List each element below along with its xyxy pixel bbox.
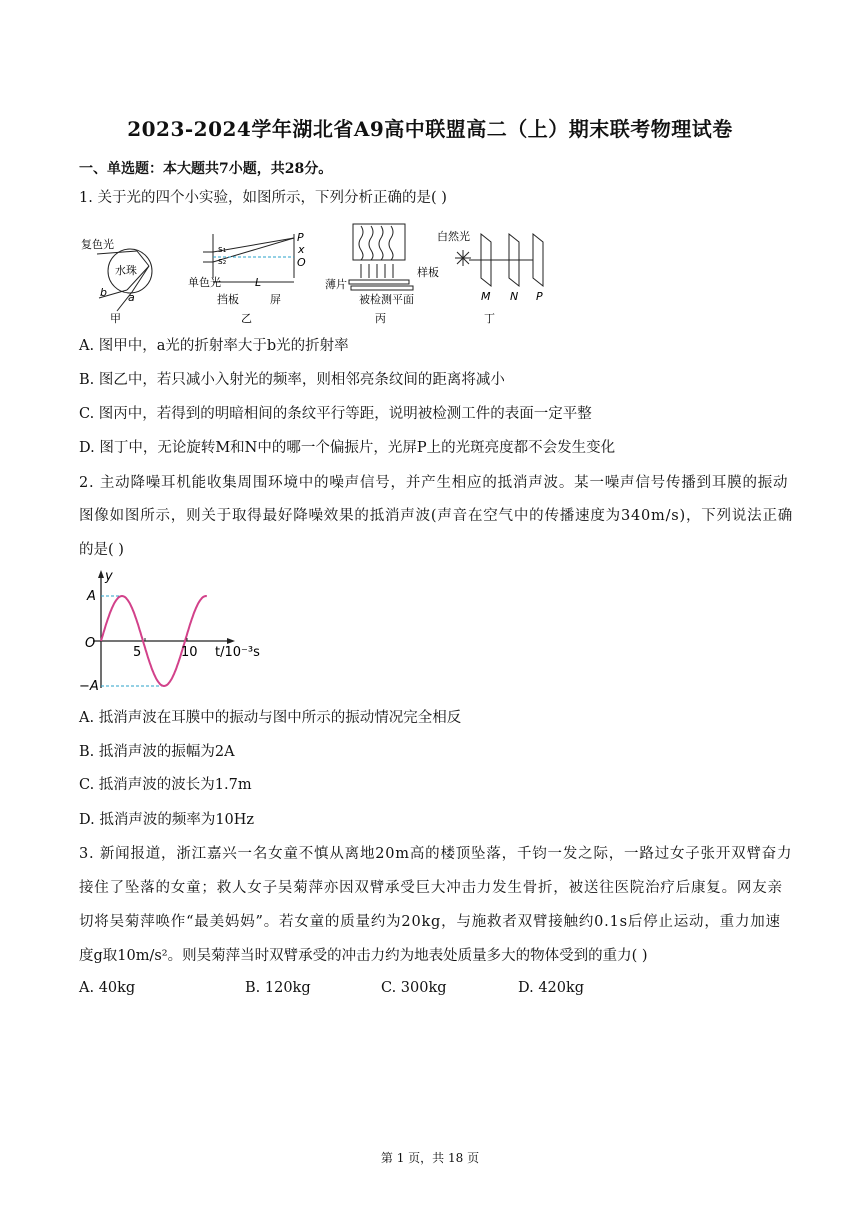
bing-caption: 丙: [375, 312, 386, 325]
q3-line-4: 度g取10m/s²。则吴菊萍当时双臂承受的冲击力约为地表处质量多大的物体受到的重力( ): [79, 948, 648, 964]
axis-t-label: t/10⁻³s: [215, 645, 260, 660]
jia-caption: 甲: [110, 312, 121, 325]
tick-5: 5: [133, 645, 142, 660]
q3-line-3: 切将吴菊萍唤作“最美妈妈”。若女童的质量约为20kg，与施救者双臂接触约0.1s后停止运动，重力加速: [79, 914, 781, 930]
q2-option-d: D. 抵消声波的频率为10Hz: [79, 812, 255, 828]
yi-label-3: 屏: [270, 293, 281, 306]
ding-N: N: [510, 290, 519, 303]
q2-stem-line-2: 图像如图所示，则关于取得最好降噪效果的抵消声波(声音在空气中的传播速度为340m/s)，下列说法正确: [79, 508, 794, 524]
q1-option-c: C. 图丙中，若得到的明暗相间的条纹平行等距，说明被检测工件的表面一定平整: [79, 406, 592, 422]
q3-line-2: 接住了坠落的女童；救人女子吴菊萍亦因双臂承受巨大冲击力发生骨折，被送往医院治疗后康复。网友亲: [79, 880, 783, 896]
yi-P: P: [297, 231, 304, 244]
q1-option-a: A. 图甲中，a光的折射率大于b光的折射率: [79, 338, 349, 354]
ding-label-1: 白然光: [437, 230, 470, 243]
yi-label-1: 单色光: [188, 276, 221, 289]
bing-label-3: 被检测平面: [359, 293, 414, 306]
q3-option-d: D. 420kg: [518, 980, 585, 996]
jia-b: b: [100, 286, 107, 299]
q1-option-d: D. 图丁中，无论旋转M和N中的哪一个偏振片，光屏P上的光斑亮度都不会发生变化: [79, 440, 616, 456]
q2-stem-line-3: 的是( ): [79, 542, 124, 558]
jia-label-2: 水珠: [115, 264, 137, 277]
q2-option-c: C. 抵消声波的波长为1.7m: [79, 777, 252, 793]
q1-option-b: B. 图乙中，若只减小入射光的频率，则相邻亮条纹间的距离将减小: [79, 372, 505, 388]
yi-L: L: [255, 276, 262, 289]
figure-yi: [203, 234, 294, 282]
label-O: O: [85, 636, 96, 651]
q2-option-a: A. 抵消声波在耳膜中的振动与图中所示的振动情况完全相反: [79, 710, 462, 726]
figure-jia: [97, 249, 152, 311]
tick-10: 10: [181, 645, 198, 660]
q3-option-c: C. 300kg: [381, 980, 447, 996]
yi-x: x: [298, 243, 305, 256]
axis-y-label: y: [105, 569, 113, 584]
page-title: 2023-2024学年湖北省A9高中联盟高二（上）期末联考物理试卷: [127, 117, 733, 141]
jia-a: a: [128, 291, 135, 304]
q2-option-b: B. 抵消声波的振幅为2A: [79, 744, 235, 760]
q2-stem-line-1: 2. 主动降噪耳机能收集周围环境中的噪声信号，并产生相应的抵消声波。某一噪声信号传播到耳膜的振动: [79, 475, 789, 491]
yi-label-2: 挡板: [217, 293, 239, 306]
bing-label-2: 薄片: [325, 278, 347, 291]
yi-O: O: [297, 256, 306, 269]
yi-s1: s₁: [218, 245, 227, 255]
section-heading: 一、单选题：本大题共7小题，共28分。: [79, 161, 333, 177]
q1-figure: [77, 216, 557, 328]
q3-line-1: 3. 新闻报道，浙江嘉兴一名女童不慎从离地20m高的楼顶坠落，千钧一发之际，一路过女子张开双臂奋力: [79, 846, 793, 862]
figure-bing: [349, 224, 413, 290]
q3-option-a: A. 40kg: [79, 980, 136, 996]
q3-option-b: B. 120kg: [245, 980, 311, 996]
bing-label-1: 样板: [417, 266, 439, 279]
yi-s2: s₂: [218, 257, 227, 267]
yi-caption: 乙: [241, 312, 252, 325]
ding-caption: 丁: [484, 312, 495, 325]
ding-P: P: [536, 290, 543, 303]
q2-wave-graph: [79, 566, 269, 694]
label-A: A: [87, 589, 96, 604]
q1-stem: 1. 关于光的四个小实验，如图所示，下列分析正确的是( ): [79, 190, 447, 206]
label-negA: −A: [79, 679, 99, 694]
jia-label-1: 复色光: [81, 238, 114, 251]
page-footer: 第 1 页，共 18 页: [380, 1151, 480, 1165]
ding-M: M: [481, 290, 491, 303]
